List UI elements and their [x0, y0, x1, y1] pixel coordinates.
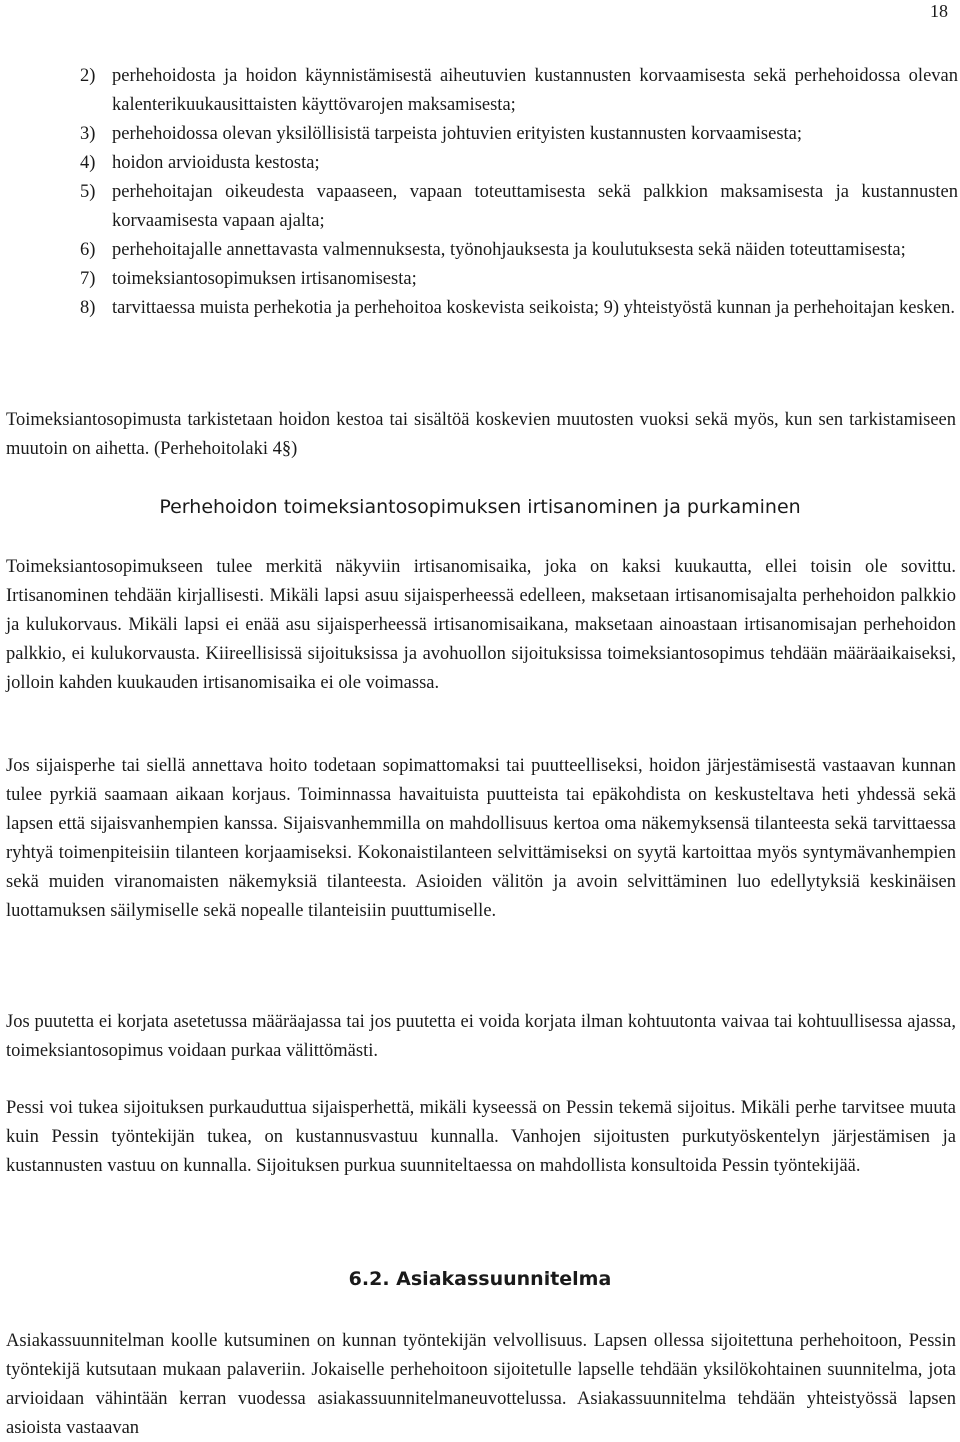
paragraph-client-plan: Asiakassuunnitelman koolle kutsuminen on kunnan työntekijän velvollisuus. Lapsen ollessa sijoitettuna perhehoitoon, Pessin työntekijä kutsutaan mukaan palaveriin. Jokaiselle perhehoitoon sijoitetulle lapselle tehdään yksilökohtainen suunnitelma, jota arvioidaan vähintään kerran vuodessa asiakassuunnitelmaneuvottelussa. Asiakassuunnitelma tehdään yhteistyössä lapsen asioista vastaavan — [6, 1331, 956, 1438]
list-item-number: 5) — [80, 182, 96, 202]
list-item-text: hoidon arvioidusta kestosta; — [112, 153, 320, 173]
list-item-text: perhehoitajalle annettavasta valmennuksesta, työnohjauksesta ja koulutuksesta sekä näiden toteuttamisesta; — [112, 240, 906, 260]
agreement-contents-list — [80, 62, 958, 323]
list-item-number: 4) — [80, 153, 96, 173]
paragraph-care-problems: Jos sijaisperhe tai siellä annettava hoito todetaan sopimattomaksi tai puutteelliseksi, hoidon järjestämisestä vastaavan kunnan tulee pyrkiä saamaan aikaan korjaus. Toiminnassa havaituista puutteista tai epäkohdista on keskusteltava heti yhdessä sekä lapsen että sijaisvanhempien kanssa. Sijaisvanhemmilla on mahdollisuus kertoa oma näkemyksensä tilanteesta sekä tarvittaessa ryhtyä toimenpiteisiin tilanteen korjaamiseksi. Kokonaistilanteen selvittämiseksi on syytä kartoittaa myös syntymävanhempien sekä muiden viranomaisten näkemyksiä tilanteesta. Asioiden välitön ja avoin selvittäminen luo edellytyksiä keskinäisen luottamuksen säilymiselle sekä nopealle tilanteisiin puuttumiselle. — [6, 756, 956, 921]
list-item-number: 6) — [80, 240, 96, 260]
list-item — [80, 236, 958, 265]
list-item-text: perhehoitajan oikeudesta vapaaseen, vapaan toteuttamisesta sekä palkkion maksamisesta ja kustannusten korvaamisesta vapaan ajalta; — [112, 182, 958, 231]
paragraph-notice-period: Toimeksiantosopimukseen tulee merkitä näkyviin irtisanomisaika, joka on kaksi kuukautta, ellei toisin ole sovittu. Irtisanominen tehdään kirjallisesti. Mikäli lapsi asuu sijaisperheessä edelleen, maksetaan irtisanomisajalta perhehoidon palkkio ja kulukorvaus. Mikäli lapsi ei enää asu sijaisperheessä irtisanomisaikana, maksetaan ainoastaan irtisanomisajan perhehoidon palkkio, ei kulukorvausta. Kiireellisissä sijoituksissa ja avohuollon sijoituksissa toimeksiantosopimus tehdään määräaikaiseksi, jolloin kahden kuukauden irtisanomisaika ei ole voimassa. — [6, 557, 956, 693]
paragraph-correction-deadline: Jos puutetta ei korjata asetetussa määräajassa tai jos puutetta ei voida korjata ilman kohtuutonta vaivaa tai kohtuullisessa ajassa, toimeksiantosopimus voidaan purkaa välittömästi. — [6, 1012, 956, 1061]
list-item-number: 7) — [80, 269, 96, 289]
list-item-text: toimeksiantosopimuksen irtisanomisesta; — [112, 269, 417, 289]
list-item — [80, 178, 958, 236]
list-item-text: perhehoidosta ja hoidon käynnistämisestä aiheutuvien kustannusten korvaamisesta sekä perhehoidossa olevan kalenterikuukausittaisten käyttövarojen maksamisesta; — [112, 66, 958, 115]
list-item — [80, 62, 958, 120]
list-item-text: tarvittaessa muista perhekotia ja perhehoitoa koskevista seikoista; 9) yhteistyöstä kunnan ja perhehoitajan kesken. — [112, 298, 956, 318]
list-item — [80, 120, 958, 149]
list-item — [80, 149, 958, 178]
list-item-text: perhehoidossa olevan yksilöllisistä tarpeista johtuvien erityisten kustannusten korvaamisesta; — [112, 124, 803, 144]
page-number: 18 — [930, 1, 948, 21]
list-item — [80, 265, 958, 294]
list-item — [80, 294, 958, 323]
section-heading-client-plan: 6.2. Asiakassuunnitelma — [348, 1268, 612, 1290]
list-item-number: 8) — [80, 298, 96, 318]
paragraph-agreement-review: Toimeksiantosopimusta tarkistetaan hoidon kestoa tai sisältöä koskevien muutosten vuoksi sekä myös, kun sen tarkistamiseen muutoin on aihetta. (Perhehoitolaki 4§) — [6, 410, 956, 459]
paragraph-pessi-support: Pessi voi tukea sijoituksen purkauduttua sijaisperhettä, mikäli kyseessä on Pessin tekemä sijoitus. Mikäli perhe tarvitsee muuta kuin Pessin työntekijän tukea, on kustannusvastuu kunnalla. Vanhojen sijoitusten purkutyöskentelyn järjestämisen ja kustannusten vastuu on kunnalla. Sijoituksen purkua suunniteltaessa on mahdollista konsultoida Pessin työntekijää. — [6, 1098, 956, 1176]
list-item-number: 2) — [80, 66, 96, 86]
list-item-number: 3) — [80, 124, 96, 144]
section-heading-termination: Perhehoidon toimeksiantosopimuksen irtisanominen ja purkaminen — [159, 496, 801, 518]
